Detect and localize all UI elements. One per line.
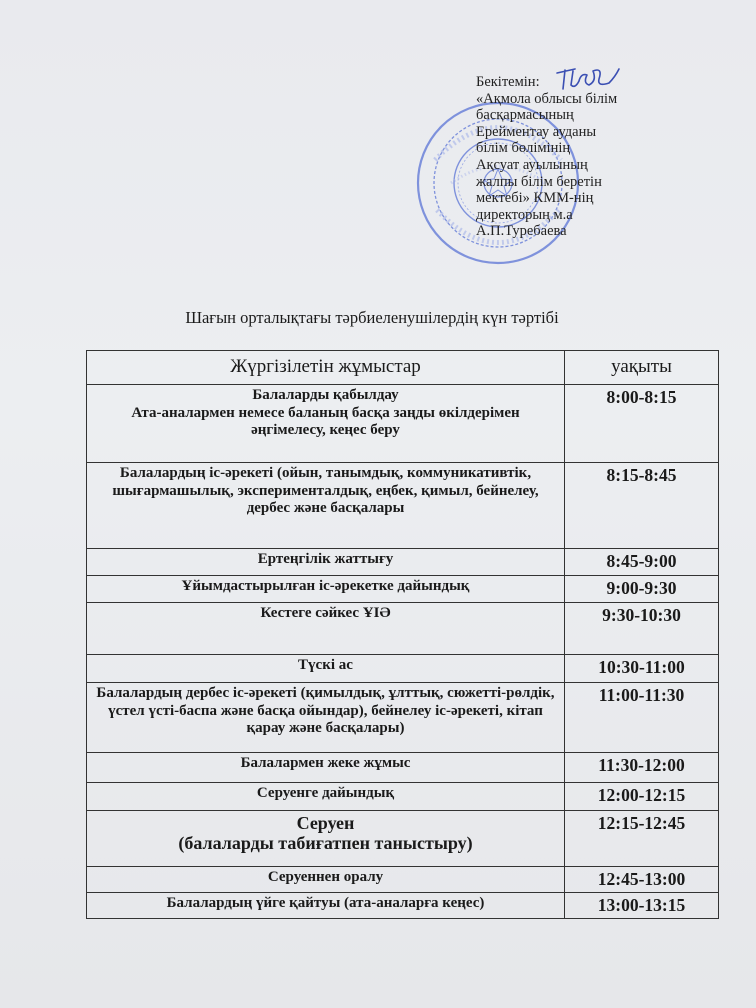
table-row [87,549,719,576]
approval-line: мектебі» КММ-нің [476,190,594,207]
table-row [87,655,719,683]
activity-cell: Балалардың үйге қайтуы (ата-аналарға кеңес) [87,893,565,919]
activity-cell [87,385,565,463]
time-cell: 8:00-8:15 [565,385,719,463]
approval-line: директорың м.а [476,206,573,223]
approval-line: Ерейментау ауданы [476,123,597,140]
activity-cell: Ұйымдастырылған іс-әрекетке дайындық [87,576,565,603]
activity-cell: Серуенге дайындық [87,783,565,811]
activity-cell: Балалардың іс-әрекеті (ойын, танымдық, коммуникативтік, шығармашылық, эксперименталдық, еңбек, қимыл, бейнелеу, дербес және басқалары [87,463,565,549]
table-row [87,867,719,893]
table-row [87,603,719,655]
schedule-table [86,350,719,919]
time-cell: 10:30-11:00 [565,655,719,683]
table-header-row [87,351,719,385]
approval-heading: Бекітемін: [476,74,540,90]
time-cell: 9:00-9:30 [565,576,719,603]
table-row [87,811,719,867]
activity-cell: Түскі ас [87,655,565,683]
activity-text: Балаларды қабылдау Ата-аналармен немесе баланың басқа заңды өкілдерімен әңгімелесу, кеңес беру [131,387,520,438]
column-header-activity: Жүргізілетін жұмыстар [87,351,565,385]
table-row [87,893,719,919]
table-row [87,683,719,753]
activity-cell: Кестеге сәйкес ҰІӘ [87,603,565,655]
time-cell: 13:00-13:15 [565,893,719,919]
time-cell: 8:15-8:45 [565,463,719,549]
approval-line: «Ақмола облысы білім [476,90,618,107]
approval-line: Ақсуат ауылының [476,156,588,173]
page-title-text: Шағын орталықтағы тәрбиеленушілердің күн тәртібі [185,308,559,327]
time-cell: 11:30-12:00 [565,753,719,783]
page-title [0,308,756,328]
time-cell: 12:45-13:00 [565,867,719,893]
approval-line: А.П.Туребаева [476,223,567,240]
activity-text: Серуен (балаларды табиғатпен таныстыру) [178,813,473,853]
approval-line: басқармасының [476,107,574,124]
time-cell: 12:15-12:45 [565,811,719,867]
approval-line: жалпы білім беретін [476,173,602,190]
table-row [87,783,719,811]
activity-cell: Серуеннен оралу [87,867,565,893]
time-cell: 11:00-11:30 [565,683,719,753]
activity-cell: Балалардың дербес іс-әрекеті (қимылдық, ұлттық, сюжетті-рөлдік, үстел үсті-баспа және басқа ойындар), бейнелеу іс-әрекеті, кітап қарау және басқалары) [87,683,565,753]
activity-cell: Балалармен жеке жұмыс [87,753,565,783]
table-row [87,753,719,783]
table-row [87,385,719,463]
approval-line: білім бөлімінің [476,140,571,157]
table-row [87,463,719,549]
activity-cell [87,811,565,867]
activity-cell: Ертеңгілік жаттығу [87,549,565,576]
time-cell: 8:45-9:00 [565,549,719,576]
table-row [87,576,719,603]
approval-block [476,74,696,240]
column-header-time: уақыты [565,351,719,385]
time-cell: 12:00-12:15 [565,783,719,811]
time-cell: 9:30-10:30 [565,603,719,655]
